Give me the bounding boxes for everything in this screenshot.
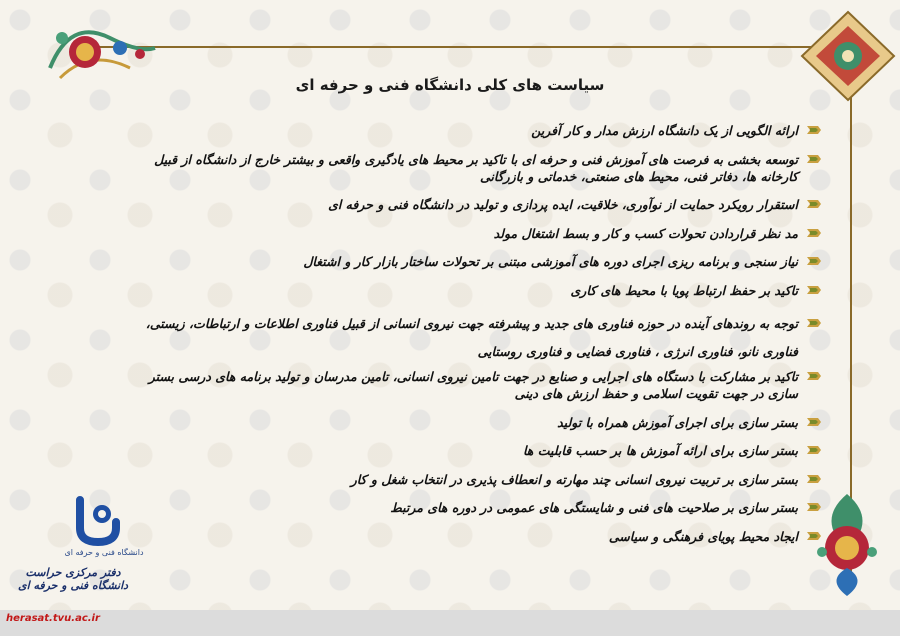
- list-item: [122, 122, 822, 139]
- bullet-icon: [806, 444, 822, 456]
- list-item: [122, 414, 822, 431]
- bullet-icon: [806, 255, 822, 267]
- list-item: [122, 253, 822, 270]
- list-item: [122, 442, 822, 459]
- bullet-icon: [806, 530, 822, 542]
- bullet-icon: [806, 153, 822, 165]
- ornament-top-left-icon: [40, 8, 160, 96]
- list-item: [122, 499, 822, 516]
- list-item-text: تاکید بر حفظ ارتباط پویا با محیط های کاری: [570, 282, 798, 298]
- bullet-icon: [806, 227, 822, 239]
- logo-caption: دانشگاه فنی و حرفه ای: [64, 548, 144, 557]
- bullet-icon: [806, 473, 822, 485]
- list-item: [122, 528, 822, 545]
- website-url: herasat.tvu.ac.ir: [6, 613, 100, 624]
- bullet-icon: [806, 198, 822, 210]
- list-item-text: مد نظر قراردادن تحولات کسب و کار و بسط اشتغال مولد: [493, 225, 798, 241]
- list-item-text: تاکید بر مشارکت با دستگاه های اجرایی و صنایع در جهت تامین نیروی انسانی، تامین مدرسان و تولید برنامه های درسی بستر سازی در جهت تقویت اسلامی و حفظ ارزش های دینی: [148, 369, 798, 401]
- list-item-text: استقرار رویکرد حمایت از نوآوری، خلاقیت، ایده پردازی و تولید در دانشگاه فنی و حرفه ای: [328, 197, 798, 212]
- footer-bar: [0, 610, 900, 636]
- list-item: [122, 282, 822, 299]
- policy-list: [122, 122, 822, 556]
- list-item: [122, 151, 822, 185]
- list-item-text: توسعه بخشی به فرصت های آموزش فنی و حرفه ای با تاکید بر محیط های یادگیری واقعی و بیشتر خارج از دانشگاه از قبیل کارخانه ها، دفاتر فنی، محیط های صنعتی، خدماتی و بازرگانی: [154, 151, 798, 184]
- list-item: [122, 225, 822, 242]
- bullet-icon: [806, 124, 822, 136]
- list-item-text: بستر سازی برای اجرای آموزش همراه با تولید: [557, 414, 798, 430]
- list-item: [122, 471, 822, 488]
- bullet-icon: [806, 317, 822, 329]
- list-item-text: ارائه الگویی از یک دانشگاه ارزش مدار و کار آفرین: [531, 123, 798, 138]
- list-item-text: بستر سازی برای ارائه آموزش ها بر حسب قابلیت ها: [522, 443, 798, 458]
- bullet-icon: [806, 284, 822, 296]
- page-title: سیاست های کلی دانشگاه فنی و حرفه ای: [295, 76, 605, 94]
- ornament-top-right-icon: [796, 8, 900, 104]
- list-item: [122, 310, 822, 366]
- bullet-icon: [806, 501, 822, 513]
- university-logo-icon: [66, 492, 130, 554]
- list-item-text: بستر سازی بر صلاحیت های فنی و شایستگی های عمومی در دوره های مرتبط: [390, 500, 798, 515]
- list-item: [122, 368, 822, 402]
- office-name: دفتر مرکزی حراست دانشگاه فنی و حرفه ای: [17, 566, 129, 592]
- list-item-text: توجه به روندهای آینده در حوزه فناوری های جدید و پیشرفته جهت نیروی انسانی از قبیل فناوری اطلاعات و ارتباطات، زیستی، فناوری نانو، فناوری انرژی ، فناوری فضایی و فناوری روستایی: [145, 316, 798, 359]
- bullet-icon: [806, 416, 822, 428]
- list-item-text: نیاز سنجی و برنامه ریزی اجرای دوره های آموزشی مبتنی بر تحولات ساختار بازار کار و اشتغال: [303, 254, 798, 269]
- list-item: [122, 196, 822, 213]
- list-item-text: ایجاد محیط پویای فرهنگی و سیاسی: [608, 528, 798, 544]
- list-item-text: بستر سازی بر تربیت نیروی انسانی چند مهارته و انعطاف پذیری در انتخاب شغل و کار: [350, 471, 798, 487]
- bullet-icon: [806, 370, 822, 382]
